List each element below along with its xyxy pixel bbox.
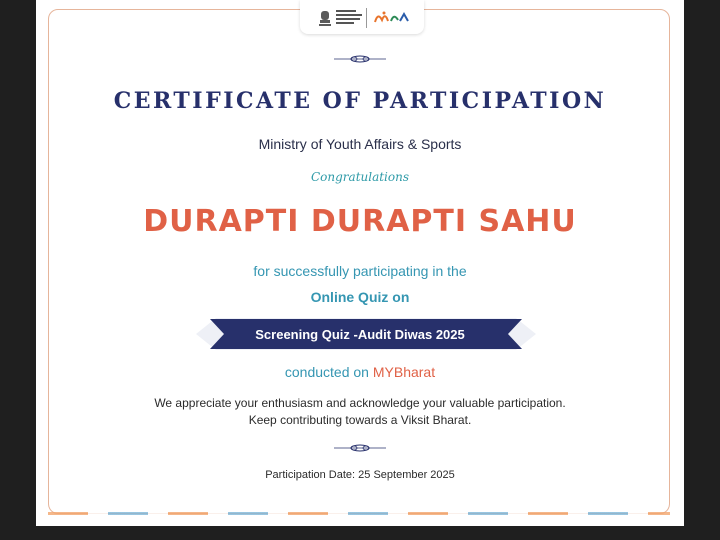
congratulations-text: Congratulations <box>310 170 410 184</box>
logo-divider <box>366 8 367 28</box>
event-type: Online Quiz on <box>310 289 410 305</box>
appreciation-line-1: We appreciate your enthusiasm and acknowledge your valuable participation. <box>154 396 566 410</box>
national-emblem-icon <box>318 9 332 27</box>
participation-date: Participation Date: 25 September 2025 <box>265 469 455 481</box>
decorative-flourish-icon <box>334 444 386 452</box>
appreciation-line-2: Keep contributing towards a Viksit Bharat. <box>248 413 472 427</box>
ministry-name: Ministry of Youth Affairs & Sports <box>258 136 462 152</box>
decorative-flourish-icon <box>334 55 386 63</box>
participation-text: for successfully participating in the <box>253 263 467 279</box>
event-name: Screening Quiz -Audit Diwas 2025 <box>255 327 465 342</box>
conducted-brand: MYBharat <box>372 364 436 380</box>
certificate-title: CERTIFICATE OF PARTICIPATION <box>113 88 607 114</box>
mybharat-logo <box>372 8 412 28</box>
certificate-sheet <box>36 0 684 526</box>
decorative-bottom-strip <box>48 512 670 515</box>
certificate-border <box>48 9 670 514</box>
ministry-logo-text <box>336 10 362 26</box>
conducted-prefix: conducted on <box>284 364 369 380</box>
recipient-name: DURAPTI DURAPTI SAHU <box>143 204 577 239</box>
conducted-line <box>36 364 684 380</box>
